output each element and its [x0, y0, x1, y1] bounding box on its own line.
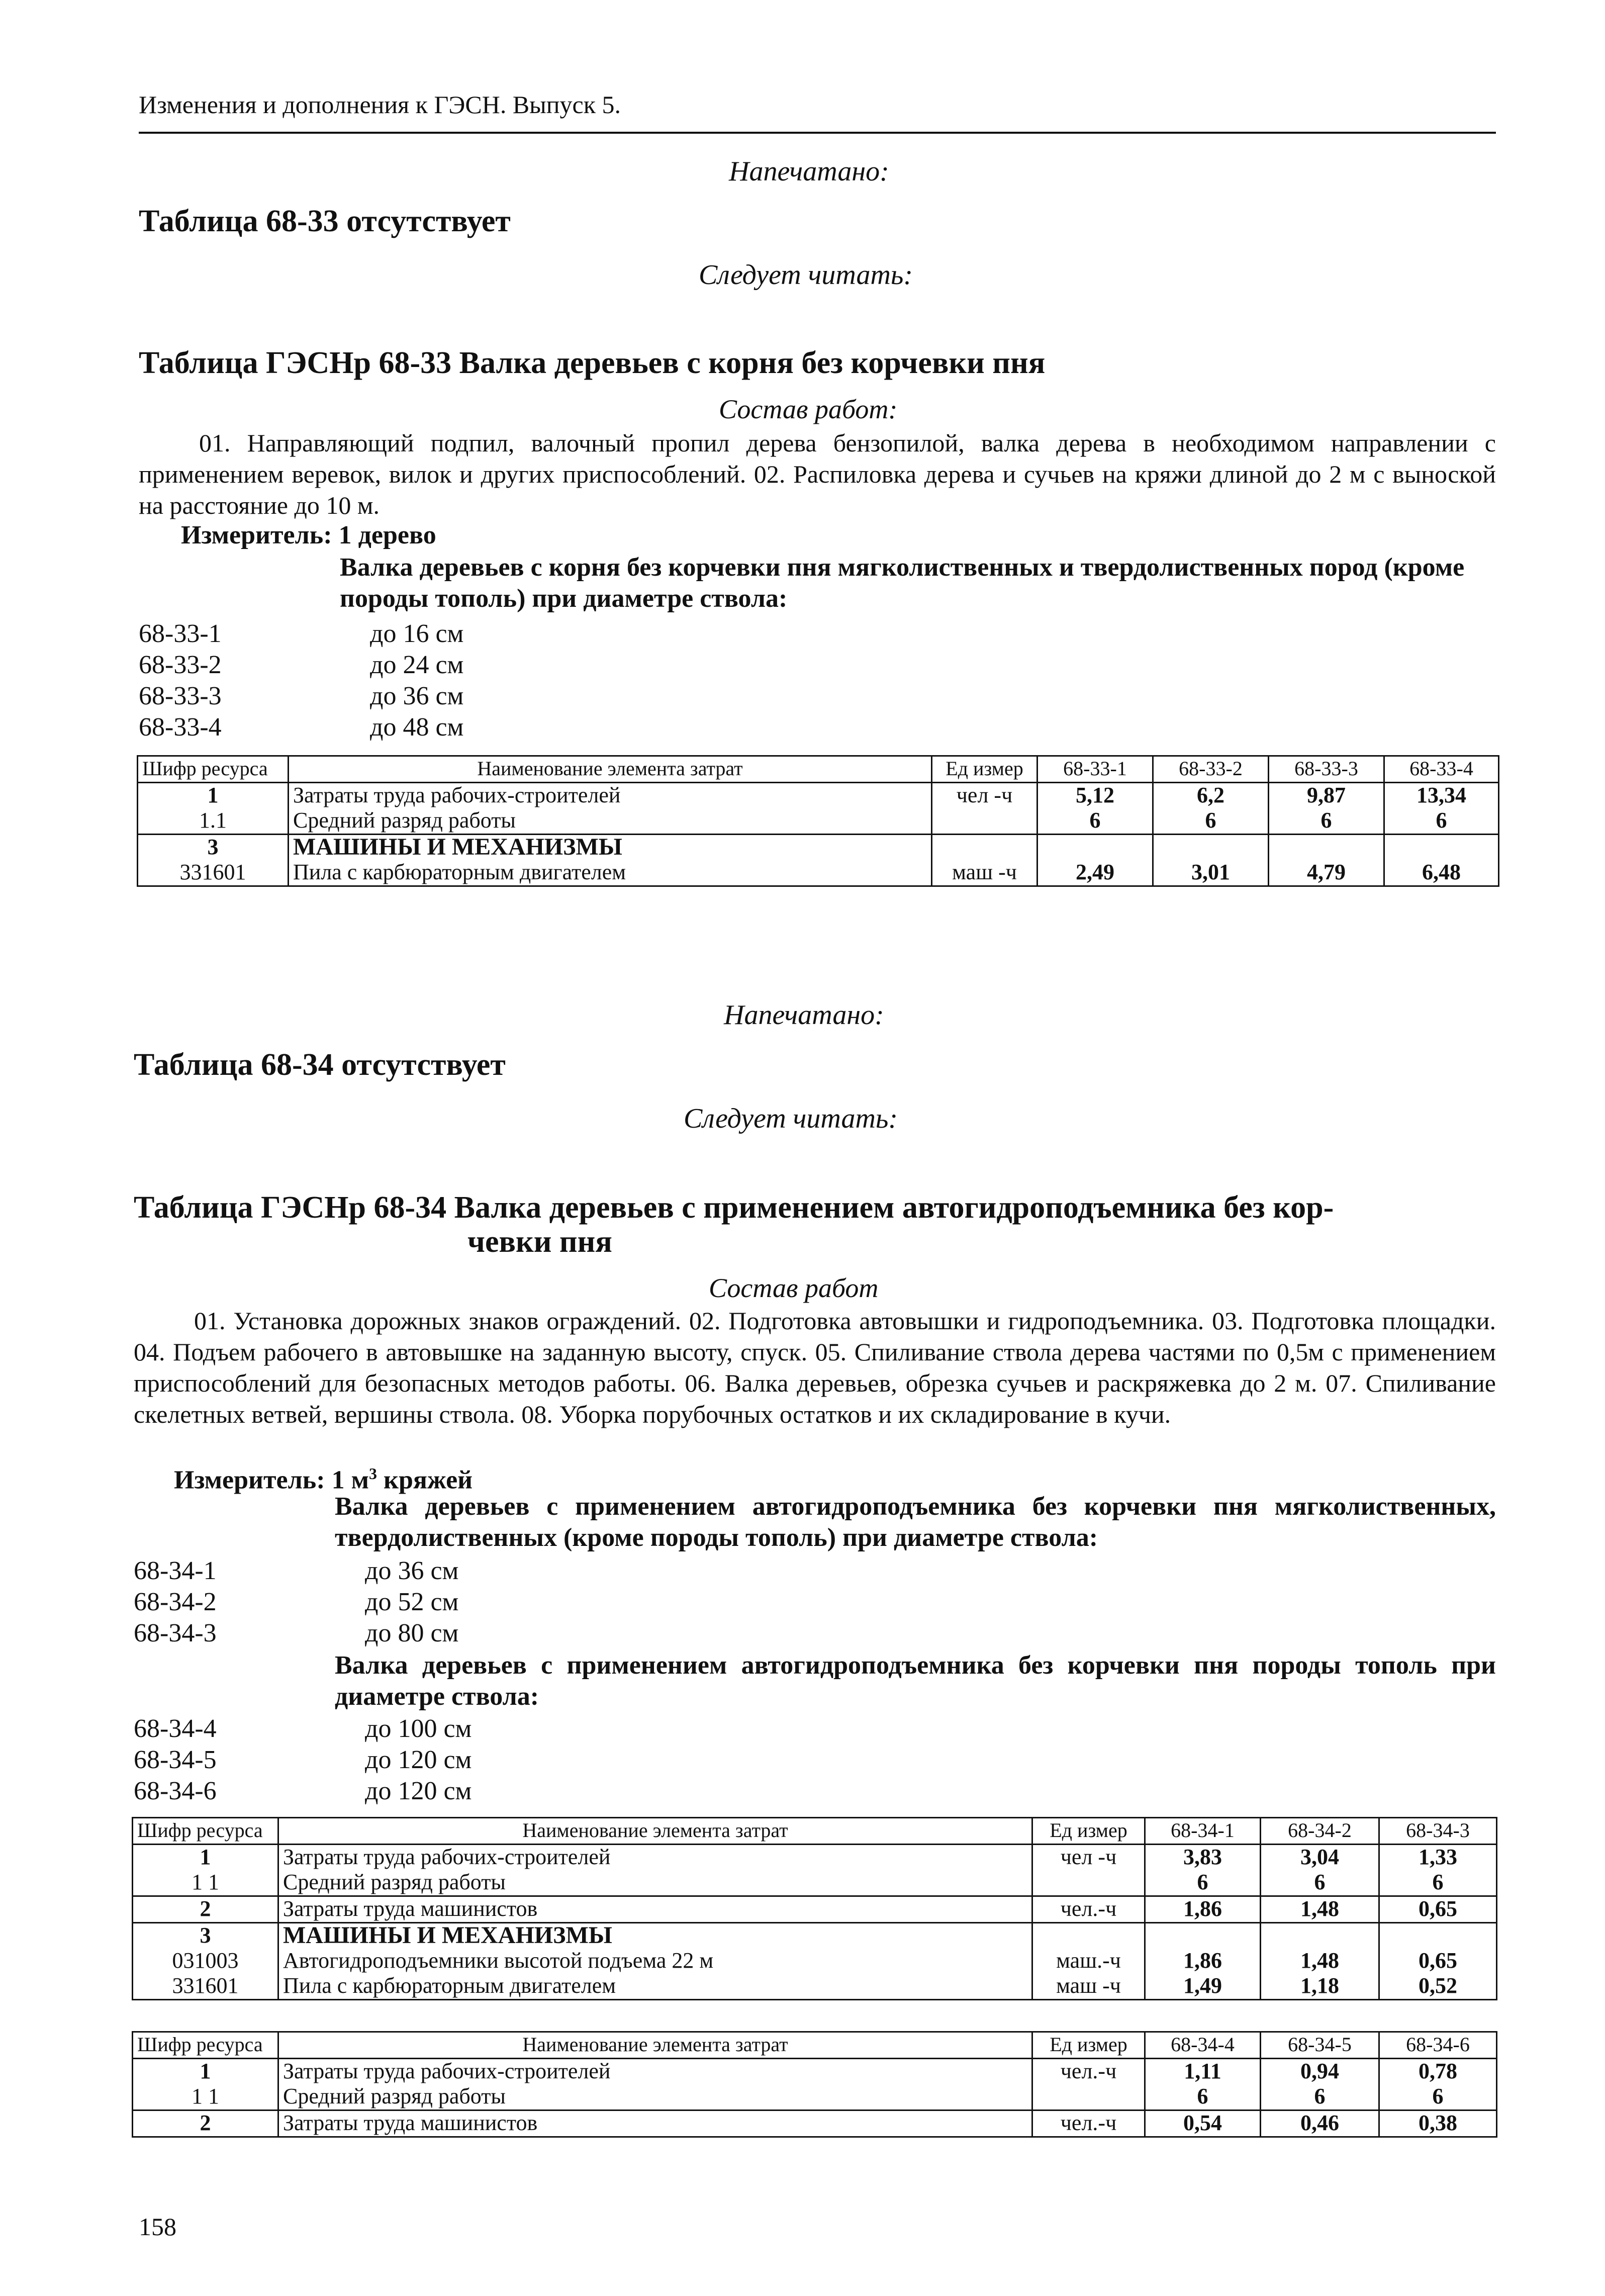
norm-value: 1,48 — [1261, 1896, 1379, 1923]
cost-element-name: Затраты труда машинистов — [278, 2110, 1032, 2137]
norm-value: 0,54 — [1145, 2110, 1261, 2137]
header-divider — [139, 132, 1496, 134]
column-header: Шифр ресурса — [133, 2032, 278, 2059]
group2-desc-2: Валка деревьев с применением автогидроподъемника без корчевки пня породы тополь при диаметре ствола: — [335, 1651, 1496, 1711]
norm-diameter: до 80 см — [365, 1619, 459, 1647]
unit-of-measure: чел.-ч — [1032, 2059, 1145, 2085]
norm-value: 6 — [1037, 808, 1153, 835]
norm-diameter: до 36 см — [365, 1556, 459, 1585]
code-row — [139, 681, 463, 712]
unit-of-measure — [1032, 2084, 1145, 2110]
cost-element-name: Затраты труда рабочих-строителей — [289, 783, 932, 809]
resource-code: 031003 — [133, 1949, 278, 1974]
resource-code: 2 — [133, 2110, 278, 2137]
resource-code: 1 — [133, 1845, 278, 1871]
works-text-2: 01. Установка дорожных знаков ограждений. 02. Подготовка автовышки и гидроподъемника. 03. Подготовка площадки. 04. Подъем рабочего в автовышке на заданную высоту, спуск. 05. Спиливание ствола дерева частями по 0,5м с применением приспособлений для безопасных методов работы. 06. Валка деревьев, обрезка сучьев и раскряжевка до 2 м. 07. Спиливание скелетных ветвей, вершины ствола. 08. Уборка порубочных остатков и их складирование в кучи. — [134, 1307, 1496, 1428]
table-row — [133, 2059, 1497, 2085]
norm-diameter: до 120 см — [365, 1746, 472, 1774]
norm-value: 6,2 — [1153, 783, 1269, 809]
column-header: Шифр ресурса — [133, 1818, 278, 1845]
column-header: 68-33-3 — [1269, 756, 1384, 783]
norm-value: 9,87 — [1269, 783, 1384, 809]
code-row — [134, 1555, 458, 1587]
works-label-2: Состав работ — [709, 1273, 879, 1303]
norm-value: 6 — [1145, 2084, 1261, 2110]
norm-value: 6 — [1384, 808, 1499, 835]
norm-value: 6 — [1379, 2084, 1497, 2110]
table-title-68-34-line1: Таблица ГЭСНр 68-34 Валка деревьев с применением автогидроподъемника без кор- — [134, 1190, 1334, 1225]
column-header: 68-34-3 — [1379, 1818, 1497, 1845]
cost-element-name: Затраты труда рабочих-строителей — [278, 2059, 1032, 2085]
read-label-2: Следует читать: — [684, 1103, 898, 1134]
table-row — [133, 1923, 1497, 1949]
norm-code: 68-34-1 — [134, 1556, 217, 1585]
norm-value: 5,12 — [1037, 783, 1153, 809]
norm-value: 1,18 — [1261, 1974, 1379, 2000]
table-row — [133, 2110, 1497, 2137]
norm-diameter: до 48 см — [370, 713, 464, 742]
column-header: Наименование элемента затрат — [278, 1818, 1032, 1845]
cost-element-name: Автогидроподъемники высотой подъема 22 м — [278, 1949, 1032, 1974]
column-header: 68-33-1 — [1037, 756, 1153, 783]
norm-code: 68-34-3 — [134, 1619, 217, 1647]
resource-code: 2 — [133, 1896, 278, 1923]
cost-element-name: Средний разряд работы — [278, 2084, 1032, 2110]
table-header-row — [133, 2032, 1497, 2059]
resource-code: 1.1 — [138, 808, 289, 835]
table-header-row — [133, 1818, 1497, 1845]
norm-value — [1153, 835, 1269, 861]
unit-of-measure — [932, 808, 1037, 835]
printed-label-1: Напечатано: — [729, 156, 889, 187]
norm-diameter: до 100 см — [365, 1714, 472, 1743]
norm-value — [1384, 835, 1499, 861]
code-list-68-34-b — [134, 1713, 471, 1807]
column-header: Наименование элемента затрат — [278, 2032, 1032, 2059]
norm-value: 2,49 — [1037, 860, 1153, 886]
norm-value: 3,04 — [1261, 1845, 1379, 1871]
code-row — [134, 1587, 458, 1618]
norm-value: 4,79 — [1269, 860, 1384, 886]
norm-value: 0,46 — [1261, 2110, 1379, 2137]
cost-element-name: Затраты труда машинистов — [278, 1896, 1032, 1923]
table-row — [133, 1845, 1497, 1871]
code-row — [139, 712, 463, 743]
column-header: 68-34-2 — [1261, 1818, 1379, 1845]
norm-code: 68-34-5 — [134, 1746, 217, 1774]
code-row — [134, 1776, 471, 1807]
norm-value — [1379, 1923, 1497, 1949]
code-row — [134, 1713, 471, 1744]
resource-code: 331601 — [138, 860, 289, 886]
norm-value: 6 — [1261, 1870, 1379, 1896]
norm-diameter: до 16 см — [370, 619, 464, 648]
unit-of-measure: чел -ч — [932, 783, 1037, 809]
table-title-68-33: Таблица ГЭСНр 68-33 Валка деревьев с корня без корчевки пня — [139, 346, 1046, 380]
norm-value: 6,48 — [1384, 860, 1499, 886]
table-row — [138, 783, 1499, 809]
norm-code: 68-33-2 — [139, 651, 222, 679]
resource-code: 1 1 — [133, 2084, 278, 2110]
unit-of-measure — [1032, 1870, 1145, 1896]
norm-value: 1,33 — [1379, 1845, 1497, 1871]
column-header: 68-33-4 — [1384, 756, 1499, 783]
measure-2-unit: кряжей — [377, 1465, 473, 1495]
code-row — [139, 618, 463, 650]
column-header: Ед измер — [1032, 2032, 1145, 2059]
norm-value: 6 — [1261, 2084, 1379, 2110]
cost-element-name: Пила с карбюраторным двигателем — [278, 1974, 1032, 2000]
table-row — [133, 1870, 1497, 1896]
table-row — [133, 1974, 1497, 2000]
code-list-68-33 — [139, 618, 463, 743]
cost-element-name: Пила с карбюраторным двигателем — [289, 860, 932, 886]
unit-of-measure — [1032, 1923, 1145, 1949]
norm-value: 6 — [1269, 808, 1384, 835]
unit-of-measure: маш.-ч — [1032, 1949, 1145, 1974]
code-row — [134, 1744, 471, 1776]
table-row — [133, 1896, 1497, 1923]
norm-value: 1,11 — [1145, 2059, 1261, 2085]
code-list-68-34-a — [134, 1555, 458, 1649]
norm-value: 3,83 — [1145, 1845, 1261, 1871]
resource-table-68-34-a — [132, 1817, 1497, 2000]
measure-1: Измеритель: 1 дерево — [181, 521, 436, 549]
printed-text-1: Таблица 68-33 отсутствует — [139, 204, 511, 238]
page-number: 158 — [139, 2213, 176, 2241]
resource-code: 331601 — [133, 1974, 278, 2000]
norm-value: 1,49 — [1145, 1974, 1261, 2000]
unit-of-measure: чел.-ч — [1032, 2110, 1145, 2137]
table-title-68-34-line2: чевки пня — [467, 1225, 612, 1259]
norm-diameter: до 36 см — [370, 682, 464, 710]
table-row — [133, 1949, 1497, 1974]
norm-value: 6 — [1153, 808, 1269, 835]
norm-value: 3,01 — [1153, 860, 1269, 886]
norm-value — [1261, 1923, 1379, 1949]
norm-value: 6 — [1379, 1870, 1497, 1896]
norm-value: 0,65 — [1379, 1949, 1497, 1974]
unit-of-measure: чел.-ч — [1032, 1896, 1145, 1923]
unit-of-measure: чел -ч — [1032, 1845, 1145, 1871]
resource-code: 3 — [133, 1923, 278, 1949]
cost-element-name: Средний разряд работы — [278, 1870, 1032, 1896]
norm-value — [1037, 835, 1153, 861]
column-header: 68-34-5 — [1261, 2032, 1379, 2059]
column-header: 68-34-6 — [1379, 2032, 1497, 2059]
column-header: Шифр ресурса — [138, 756, 289, 783]
column-header: 68-34-4 — [1145, 2032, 1261, 2059]
norm-code: 68-34-4 — [134, 1714, 217, 1743]
norm-value: 13,34 — [1384, 783, 1499, 809]
norm-code: 68-33-4 — [139, 713, 222, 742]
printed-text-2: Таблица 68-34 отсутствует — [134, 1048, 506, 1082]
norm-diameter: до 24 см — [370, 651, 464, 679]
norm-value: 1,48 — [1261, 1949, 1379, 1974]
unit-of-measure: маш -ч — [1032, 1974, 1145, 2000]
norm-value — [1145, 1923, 1261, 1949]
norm-value: 0,38 — [1379, 2110, 1497, 2137]
norm-code: 68-34-2 — [134, 1588, 217, 1616]
norm-code: 68-33-3 — [139, 682, 222, 710]
group1-desc-2: Валка деревьев с применением автогидроподъемника без корчевки пня мягколиственных, твердолиственных (кроме породы тополь) при диаметре ствола: — [335, 1492, 1496, 1552]
cost-element-name: Затраты труда рабочих-строителей — [278, 1845, 1032, 1871]
table-header-row — [138, 756, 1499, 783]
norm-value: 1,86 — [1145, 1949, 1261, 1974]
resource-table-68-34-b — [132, 2031, 1497, 2138]
resource-table-68-33 — [137, 755, 1499, 887]
table-row — [138, 835, 1499, 861]
column-header: Ед измер — [932, 756, 1037, 783]
resource-code: 3 — [138, 835, 289, 861]
norm-value: 1,86 — [1145, 1896, 1261, 1923]
resource-code: 1 — [138, 783, 289, 809]
norm-value: 6 — [1145, 1870, 1261, 1896]
norm-value: 0,94 — [1261, 2059, 1379, 2085]
cost-element-name: МАШИНЫ И МЕХАНИЗМЫ — [289, 835, 932, 861]
norm-value: 0,65 — [1379, 1896, 1497, 1923]
unit-of-measure — [932, 835, 1037, 861]
running-header: Изменения и дополнения к ГЭСН. Выпуск 5. — [139, 90, 621, 119]
measure-2-sup: 3 — [369, 1464, 377, 1483]
norm-diameter: до 120 см — [365, 1777, 472, 1805]
table-row — [138, 808, 1499, 835]
resource-code: 1 1 — [133, 1870, 278, 1896]
cost-element-name: Средний разряд работы — [289, 808, 932, 835]
column-header: 68-33-2 — [1153, 756, 1269, 783]
norm-diameter: до 52 см — [365, 1588, 459, 1616]
printed-label-2: Напечатано: — [724, 999, 884, 1031]
norm-code: 68-34-6 — [134, 1777, 217, 1805]
table-row — [133, 2084, 1497, 2110]
norm-value: 0,52 — [1379, 1974, 1497, 2000]
code-row — [139, 650, 463, 681]
cost-element-name: МАШИНЫ И МЕХАНИЗМЫ — [278, 1923, 1032, 1949]
code-row — [134, 1618, 458, 1649]
column-header: 68-34-1 — [1145, 1818, 1261, 1845]
norm-value: 0,78 — [1379, 2059, 1497, 2085]
unit-of-measure: маш -ч — [932, 860, 1037, 886]
measure-2-text: Измеритель: 1 м — [174, 1465, 369, 1495]
group-desc-1: Валка деревьев с корня без корчевки пня мягколиственных и твердолиственных пород (кроме породы тополь) при диаметре ствола: — [340, 553, 1465, 613]
measure-2 — [174, 1458, 473, 1496]
column-header: Ед измер — [1032, 1818, 1145, 1845]
works-label-1: Состав работ: — [719, 394, 898, 424]
column-header: Наименование элемента затрат — [289, 756, 932, 783]
norm-code: 68-33-1 — [139, 619, 222, 648]
resource-code: 1 — [133, 2059, 278, 2085]
read-label-1: Следует читать: — [699, 259, 913, 291]
table-row — [138, 860, 1499, 886]
norm-value — [1269, 835, 1384, 861]
works-text-1: 01. Направляющий подпил, валочный пропил дерева бензопилой, валка дерева в необходимом направлении с применением веревок, вилок и других приспособлений. 02. Распиловка дерева и сучьев на кряжи длиной до 2 м с выноской на расстояние до 10 м. — [139, 429, 1496, 519]
